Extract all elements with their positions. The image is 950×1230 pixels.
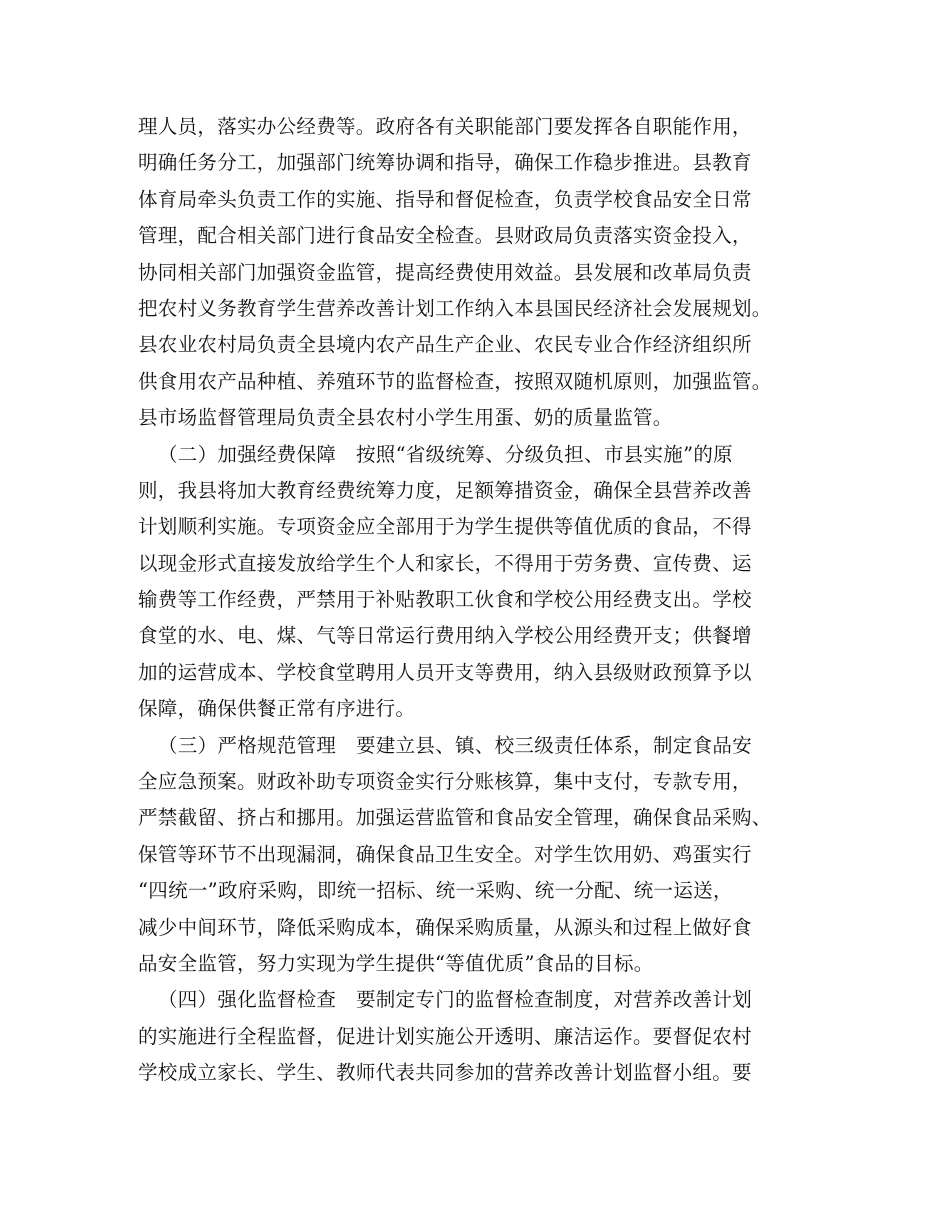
text-line: 体育局牵头负责工作的实施、指导和督促检查，负责学校食品安全日常 — [138, 187, 752, 211]
text-line: 全应急预案。财政补助专项资金实行分账核算，集中支付，专款专用， — [138, 770, 752, 794]
text-line: 则，我县将加大教育经费统筹力度，足额筹措资金，确保全县营养改善 — [138, 478, 752, 502]
text-line: 保障，确保供餐正常有序进行。 — [138, 697, 416, 721]
section-heading-line: （三）严格规范管理 要建立县、镇、校三级责任体系，制定食品安 — [158, 733, 753, 757]
text-line: 保管等环节不出现漏洞，确保食品卫生安全。对学生饮用奶、鸡蛋实行 — [138, 842, 752, 866]
text-line: 学校成立家长、学生、教师代表共同参加的营养改善计划监督小组。要 — [138, 1061, 752, 1085]
text-line: 计划顺利实施。专项资金应全部用于为学生提供等值优质的食品，不得 — [138, 515, 752, 539]
text-line: 协同相关部门加强资金监管，提高经费使用效益。县发展和改革局负责 — [138, 260, 752, 284]
section-heading-line: （四）强化监督检查 要制定专门的监督检查制度，对营养改善计划 — [158, 988, 753, 1012]
text-line: 供食用农产品种植、养殖环节的监督检查，按照双随机原则，加强监管。 — [138, 369, 772, 393]
text-line: 把农村义务教育学生营养改善计划工作纳入本县国民经济社会发展规划。 — [138, 296, 772, 320]
text-line: 输费等工作经费，严禁用于补贴教职工伙食和学校公用经费支出。学校 — [138, 588, 752, 612]
text-line: 以现金形式直接发放给学生个人和家长，不得用于劳务费、宣传费、运 — [138, 551, 752, 575]
section-heading-line: （二）加强经费保障 按照“省级统筹、分级负担、市县实施”的原 — [158, 442, 733, 466]
text-line: 管理，配合相关部门进行食品安全检查。县财政局负责落实资金投入， — [138, 224, 752, 248]
document-body — [138, 109, 818, 1092]
text-line: 的实施进行全程监督，促进计划实施公开透明、廉洁运作。要督促农村 — [138, 1024, 752, 1048]
text-line: 明确任务分工，加强部门统筹协调和指导，确保工作稳步推进。县教育 — [138, 151, 752, 175]
text-line: 理人员，落实办公经费等。政府各有关职能部门要发挥各自职能作用， — [138, 115, 752, 138]
text-line: 食堂的水、电、煤、气等日常运行费用纳入学校公用经费开支；供餐增 — [138, 624, 752, 648]
text-line: 品安全监管，努力实现为学生提供“等值优质”食品的目标。 — [138, 951, 654, 975]
text-line: 县农业农村局负责全县境内农产品生产企业、农民专业合作经济组织所 — [138, 333, 752, 357]
text-line: 严禁截留、挤占和挪用。加强运营监管和食品安全管理，确保食品采购、 — [138, 806, 772, 830]
text-line: 减少中间环节，降低采购成本，确保采购质量，从源头和过程上做好食 — [138, 915, 752, 939]
text-line: “四统一”政府采购，即统一招标、统一采购、统一分配、统一运送， — [138, 879, 733, 903]
text-line: 县市场监督管理局负责全县农村小学生用蛋、奶的质量监管。 — [138, 406, 673, 430]
text-line: 加的运营成本、学校食堂聘用人员开支等费用，纳入县级财政预算予以 — [138, 660, 752, 684]
